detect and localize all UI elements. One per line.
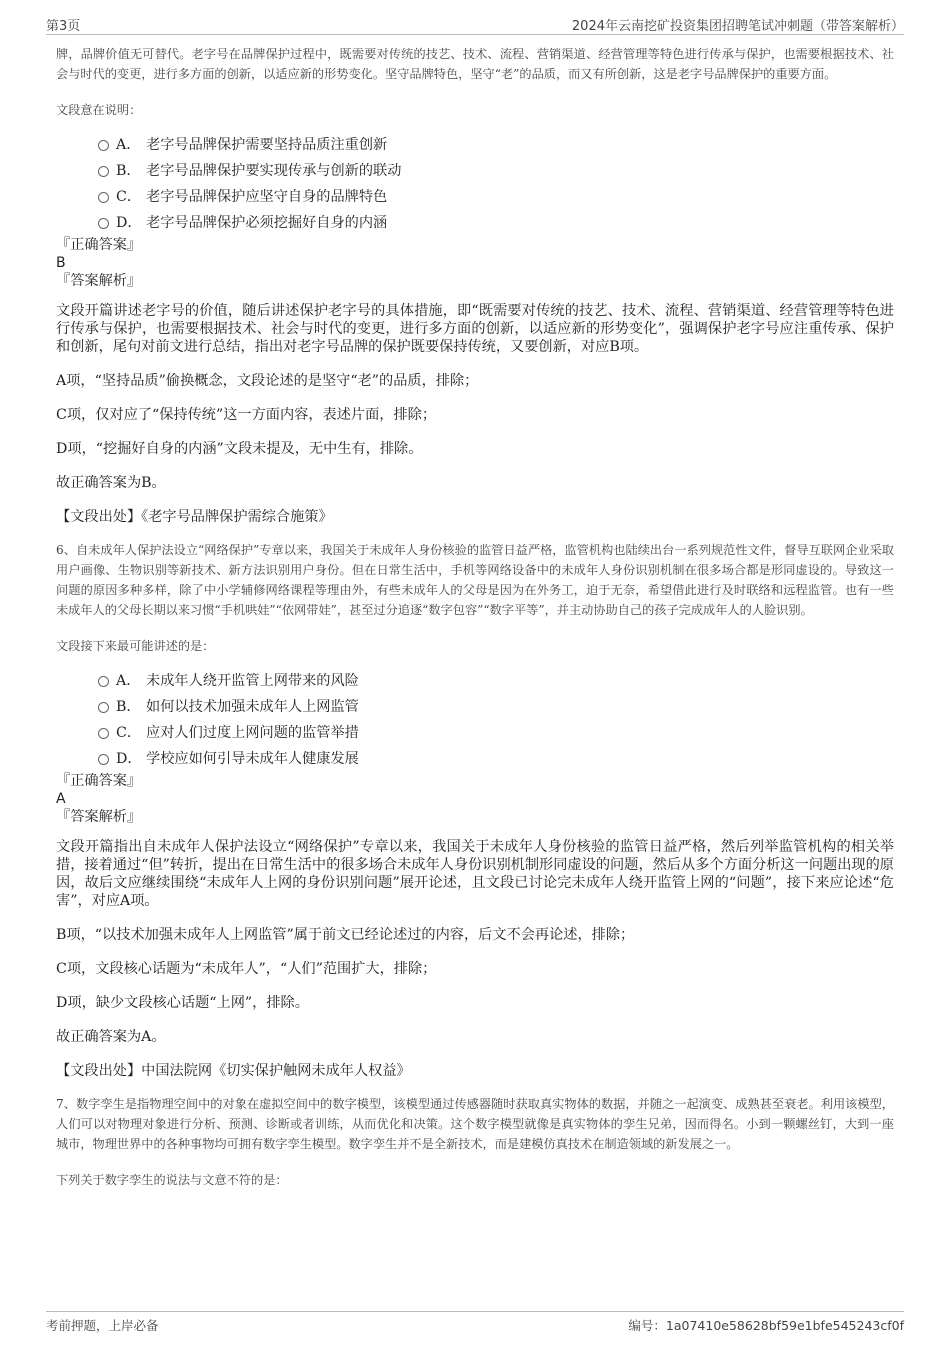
- page-number: 第3页: [46, 19, 81, 34]
- q5-stem: 文段意在说明：: [56, 103, 142, 117]
- q6-stem: 文段接下来最可能讲述的是：: [56, 639, 215, 653]
- page-header: [46, 12, 904, 35]
- q5-conclusion: 故正确答案为B。: [56, 475, 166, 491]
- page-footer: [46, 1311, 904, 1336]
- q5-source: 【文段出处】《老字号品牌保护需综合施策》: [56, 509, 333, 525]
- q6-source: 【文段出处】中国法院网《切实保护触网未成年人权益》: [56, 1063, 411, 1079]
- q6-analysis-main: 文段开篇指出自未成年人保护法设立“网络保护”专章以来，我国关于未成年人身份核验的监管日益严格，然后列举监管机构的相关举措，接着通过“但”转折，提出在日常生活中的很多场合未成年人身份识别机制形同虚设的问题，然后从多个方面分析这一问题出现的原因，故后文应继续围绕“未成年人上网的身份识别问题”展开论述，且文段已讨论完未成年人绕开监管上网的“问题”，接下来应论述“危害”，对应A项。: [56, 839, 894, 909]
- q7-passage: 7、数字孪生是指物理空间中的对象在虚拟空间中的数字模型，该模型通过传感器随时获取真实物体的数据，并随之一起演变、成熟甚至衰老。利用该模型，人们可以对物理对象进行分析、预测、诊断或者训练，从而优化和决策。这个数字模型就像是真实物体的孪生兄弟，因而得名。小到一颗螺丝钉，大到一座城市，物理世界中的各种事物均可拥有数字孪生模型。数字孪生并不是全新技术，而是建模仿真技术在制造领域的新发展之一。: [56, 1097, 894, 1151]
- radio-icon[interactable]: [98, 754, 109, 765]
- q5-passage-tail: 牌，品牌价值无可替代。老字号在品牌保护过程中，既需要对传统的技艺、技术、流程、营销渠道、经营管理等特色进行传承与保护，也需要根据技术、社会与时代的变更，进行多方面的创新，以适应新的形势变化。坚守品牌特色，坚守“老”的品质，而又有所创新，这是老字号品牌保护的重要方面。: [56, 47, 894, 81]
- radio-icon[interactable]: [98, 702, 109, 713]
- q6-options: [56, 668, 894, 772]
- q6-passage: 6、自未成年人保护法设立“网络保护”专章以来，我国关于未成年人身份核验的监管日益严格，监管机构也陆续出台一系列规范性文件，督导互联网企业采取用户画像、生物识别等新技术、新方法识别用户身份。但在日常生活中，手机等网络设备中的未成年人身份识别机制在很多场合都是形同虚设的。导致这一问题的原因多种多样，除了中小学辅修网络课程等理由外，有些未成年人的父母是因为在外务工，迫于无奈，希望借此进行及时联络和远程监管。也有一些未成年人的父母长期以来习惯“手机哄娃”“依网带娃”，甚至过分追逐“数字包容”“数字平等”，并主动协助自己的孩子完成成年人的人脸识别。: [56, 543, 894, 617]
- q6-analysis-d: D项，缺少文段核心话题“上网”，排除。: [56, 995, 309, 1011]
- q6-option-d[interactable]: D． 学校应如何引导未成年人健康发展: [56, 746, 894, 772]
- footer-slogan: 考前押题，上岸必备: [46, 1318, 159, 1333]
- radio-icon[interactable]: [98, 192, 109, 203]
- q5-analysis-main: 文段开篇讲述老字号的价值，随后讲述保护老字号的具体措施，即“既需要对传统的技艺、技术、流程、营销渠道、经营管理等特色进行传承与保护，也需要根据技术、社会与时代的变更，进行多方面的创新，以适应新的形势变化”，强调保护老字号应注重传承、保护和创新，尾句对前文进行总结，指出对老字号品牌的保护既要保持传统，又要创新，对应B项。: [56, 303, 894, 355]
- document-title: 2024年云南挖矿投资集团招聘笔试冲刺题（带答案解析）: [571, 19, 904, 34]
- page-content: [56, 44, 894, 1190]
- q5-option-d[interactable]: D． 老字号品牌保护必须挖掘好自身的内涵: [56, 210, 894, 236]
- q6-option-c[interactable]: C． 应对人们过度上网问题的监管举措: [56, 720, 894, 746]
- q5-options: [56, 132, 894, 236]
- q5-analysis-c: C项，仅对应了“保持传统”这一方面内容，表述片面，排除；: [56, 407, 437, 423]
- q6-analysis-b: B项，“以技术加强未成年人上网监管”属于前文已经论述过的内容，后文不会再论述，排除；: [56, 927, 635, 943]
- q6-analysis-label: 『答案解析』: [56, 809, 142, 825]
- radio-icon[interactable]: [98, 166, 109, 177]
- q6-conclusion: 故正确答案为A。: [56, 1029, 166, 1045]
- radio-icon[interactable]: [98, 676, 109, 687]
- q5-analysis-label: 『答案解析』: [56, 273, 142, 289]
- q5-option-a[interactable]: A． 老字号品牌保护需要坚持品质注重创新: [56, 132, 894, 158]
- q6-answer-label: 『正确答案』: [56, 773, 142, 789]
- q6-option-a[interactable]: A． 未成年人绕开监管上网带来的风险: [56, 668, 894, 694]
- q6-option-b[interactable]: B． 如何以技术加强未成年人上网监管: [56, 694, 894, 720]
- q5-analysis-d: D项，“挖掘好自身的内涵”文段未提及，无中生有，排除。: [56, 441, 423, 457]
- radio-icon[interactable]: [98, 140, 109, 151]
- q5-answer-label: 『正确答案』: [56, 237, 142, 253]
- q5-option-c[interactable]: C． 老字号品牌保护应坚守自身的品牌特色: [56, 184, 894, 210]
- radio-icon[interactable]: [98, 218, 109, 229]
- q6-analysis-c: C项，文段核心话题为“未成年人”，“人们”范围扩大，排除；: [56, 961, 437, 977]
- q7-stem: 下列关于数字孪生的说法与文意不符的是：: [56, 1173, 288, 1187]
- document-id: 编号：1a07410e58628bf59e1bfe545243cf0f: [628, 1318, 904, 1333]
- q5-option-b[interactable]: B． 老字号品牌保护要实现传承与创新的联动: [56, 158, 894, 184]
- q5-answer: B: [56, 255, 66, 271]
- q6-answer: A: [56, 791, 66, 807]
- q5-analysis-a: A项，“坚持品质”偷换概念，文段论述的是坚守“老”的品质，排除；: [56, 373, 479, 389]
- radio-icon[interactable]: [98, 728, 109, 739]
